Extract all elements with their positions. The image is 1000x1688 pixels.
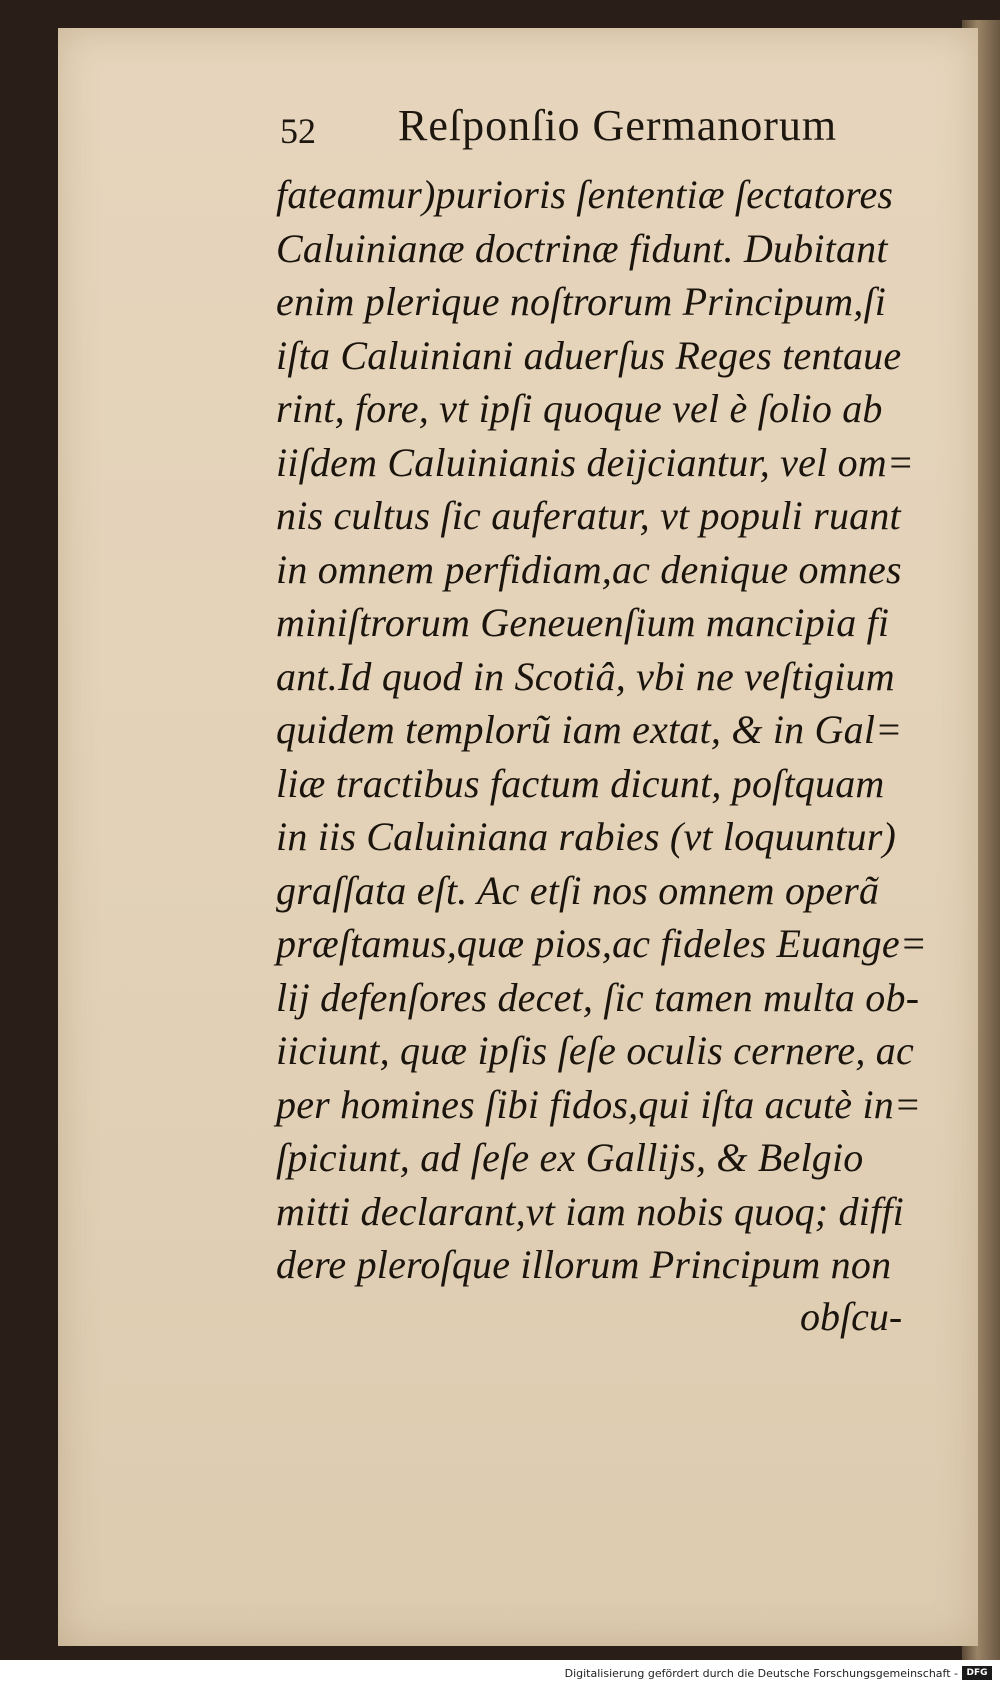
body-text	[276, 168, 976, 1292]
dfg-logo: DFG	[962, 1666, 992, 1680]
text-line: mitti declarant,vt iam nobis quoq; diffi	[276, 1188, 904, 1234]
text-line: dere pleroſque illorum Principum non	[276, 1242, 892, 1287]
book-page	[58, 28, 978, 1646]
text-line: iiſdem Caluinianis deijciantur, vel om=	[276, 439, 915, 485]
text-line: nis cultus ſic auferatur, vt populi ruant	[276, 493, 901, 538]
text-line: Caluinianæ doctrinæ fidunt. Dubitant	[276, 225, 888, 271]
text-line: ant.Id quod in Scotiâ, vbi ne veſtigium	[276, 653, 895, 699]
text-line: præſtamus,quæ pios,ac fideles Euange=	[276, 921, 928, 966]
text-line: iiciunt, quæ ipſis ſeſe oculis cernere, ac	[276, 1028, 914, 1073]
catchword: obſcu-	[800, 1294, 903, 1339]
footer-credit: Digitalisierung gefördert durch die Deutsche Forschungsgemeinschaft -	[564, 1667, 958, 1680]
text-line: lij defenſores decet, ſic tamen multa ob-	[276, 974, 920, 1020]
text-line: in iis Caluiniana rabies (vt loquuntur)	[276, 814, 897, 859]
text-line: ſpiciunt, ad ſeſe ex Gallijs, & Belgio	[276, 1135, 864, 1180]
footer	[0, 1660, 1000, 1688]
running-head: Reſponſio Germanorum	[398, 101, 838, 150]
text-line: miniſtrorum Geneuenſium mancipia fi	[276, 600, 890, 645]
text-line: liæ tractibus factum dicunt, poſtquam	[276, 760, 885, 806]
text-line: in omnem perfidiam,ac denique omnes	[276, 546, 902, 592]
text-line: per homines ſibi fidos,qui iſta acutè in=	[276, 1081, 922, 1127]
page-number: 52	[280, 111, 316, 151]
page-header	[58, 100, 978, 160]
text-line: graſſata eſt. Ac etſi nos omnem operã	[276, 867, 880, 913]
text-line: rint, fore, vt ipſi quoque vel è ſolio ab	[276, 386, 883, 431]
text-line: quidem templorũ iam extat, & in Gal=	[276, 707, 903, 752]
text-line: fateamur)purioris ſententiæ ſectatores	[276, 172, 894, 217]
text-line: iſta Caluiniani aduerſus Reges tentaue	[276, 332, 902, 378]
text-line: enim plerique noſtrorum Principum,ſi	[276, 279, 887, 324]
